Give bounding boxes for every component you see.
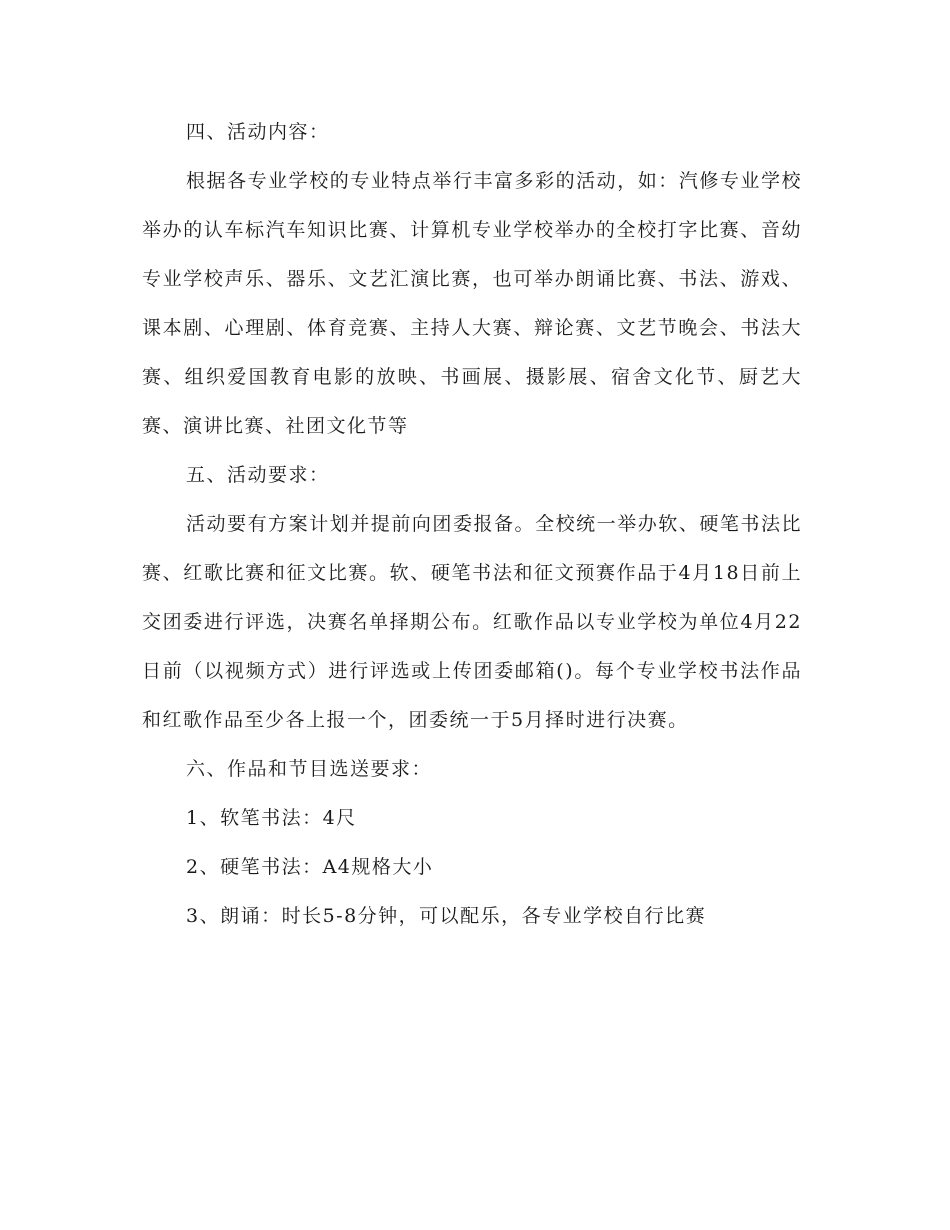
section-4-heading: 四、活动内容：	[186, 121, 330, 143]
section-5-body: 活动要有方案计划并提前向团委报备。全校统一举办软、硬笔书法比赛、红歌比赛和征文比赛。软、硬笔书法和征文预赛作品于4月18日前上交团委进行评选，决赛名单择期公布。红歌作品以专业学校为单位4月22日前（以视频方式）进行评选或上传团委邮箱()。每个专业学校书法作品和红歌作品至少各上报一个，团委统一于5月择时进行决赛。	[142, 513, 802, 731]
section-5-heading: 五、活动要求：	[186, 464, 330, 486]
section-6-item-2: 2、硬笔书法：A4规格大小	[186, 856, 434, 878]
section-6-heading: 六、作品和节目选送要求：	[186, 758, 433, 780]
section-6-item-1: 1、软笔书法：4尺	[186, 807, 357, 829]
section-4-body: 根据各专业学校的专业特点举行丰富多彩的活动，如：汽修专业学校举办的认车标汽车知识比赛、计算机专业学校举办的全校打字比赛、音幼专业学校声乐、器乐、文艺汇演比赛，也可举办朗诵比赛、书法、游戏、课本剧、心理剧、体育竞赛、主持人大赛、辩论赛、文艺节晚会、书法大赛、组织爱国教育电影的放映、书画展、摄影展、宿舍文化节、厨艺大赛、演讲比赛、社团文化节等	[142, 170, 802, 437]
section-6-item-3: 3、朗诵：时长5-8分钟，可以配乐，各专业学校自行比赛	[186, 905, 707, 927]
document-body	[142, 108, 802, 941]
